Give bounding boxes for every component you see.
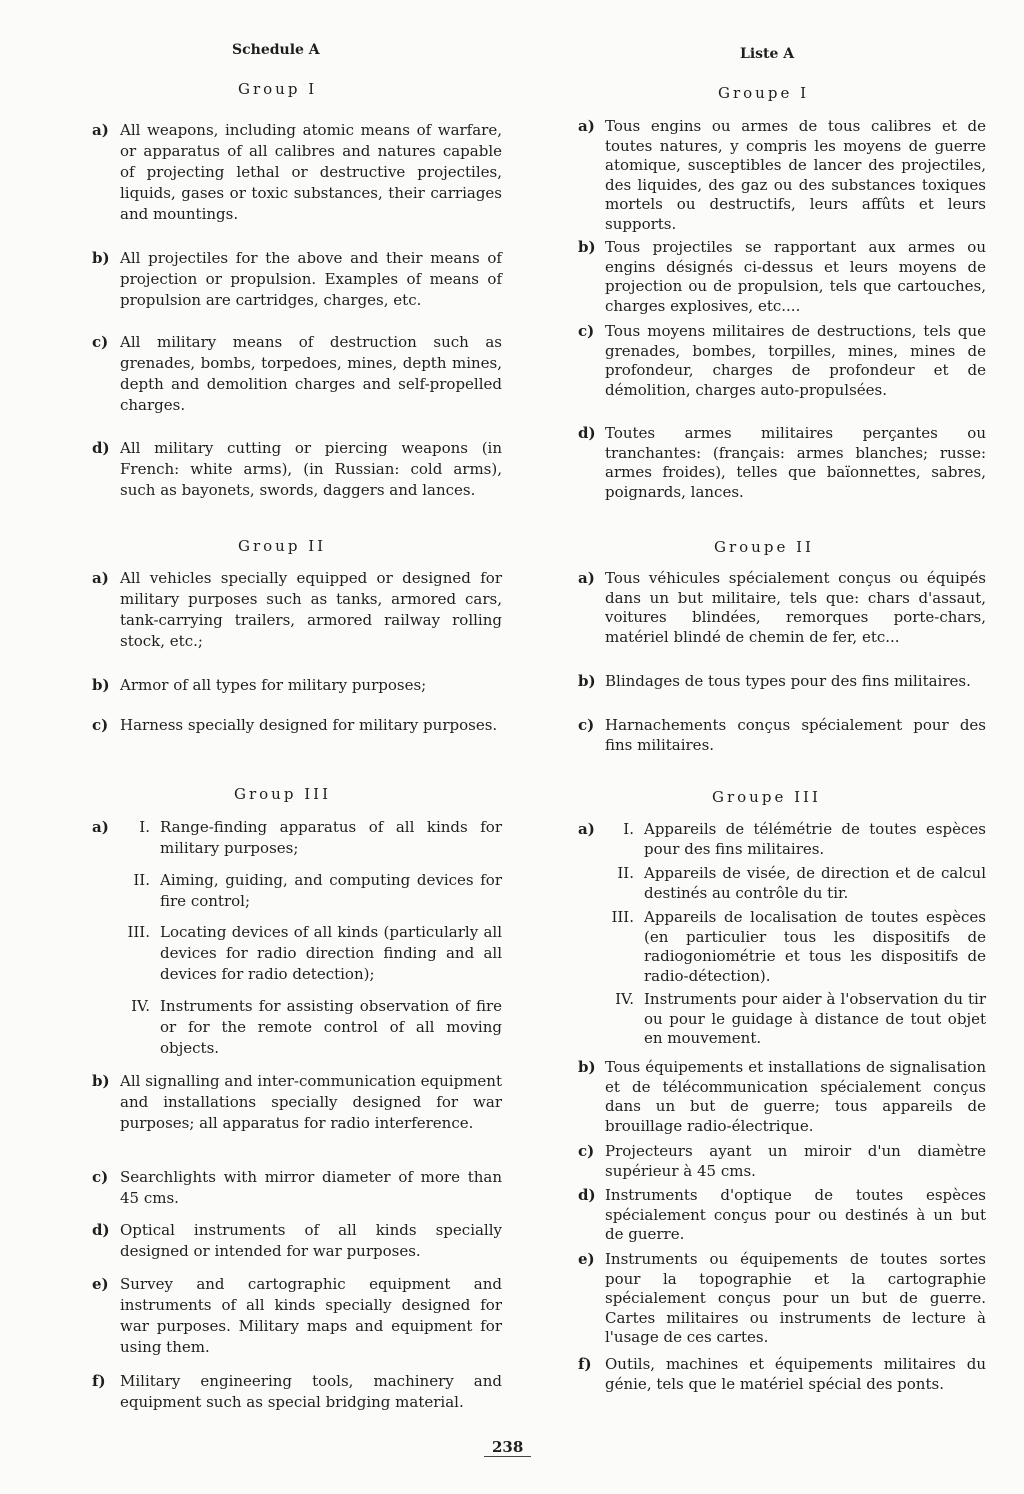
sub-item-number: II. xyxy=(617,864,634,882)
sub-item-text: Appareils de localisation de toutes espèces (en particulier tous les dispositifs de radiogoniométrie et tous les dispositifs de radio-détection). xyxy=(644,908,986,985)
item-label: a) xyxy=(578,117,595,135)
item-text: Projecteurs ayant un miroir d'un diamètre supérieur à 45 cms. xyxy=(605,1142,986,1180)
item-label: b) xyxy=(92,1072,110,1090)
group-heading: Group I xyxy=(238,80,318,98)
item-label: c) xyxy=(92,716,109,734)
item-text: Instruments ou équipements de toutes sortes pour la topographie et la cartographie spécialement conçus pour un but de guerre. Cartes militaires ou instruments de lecture à l'usage de ces cartes. xyxy=(605,1250,986,1347)
sub-item-text: Range-finding apparatus of all kinds for military purposes; xyxy=(160,818,502,857)
sub-item xyxy=(120,817,502,859)
item-label: e) xyxy=(578,1250,595,1268)
item-text: Tous projectiles se rapportant aux armes ou engins désignés ci-dessus et leurs moyens de projection ou de propulsion, tels que cartouches, charges explosives, etc.... xyxy=(605,238,986,315)
item-label: b) xyxy=(578,1058,596,1076)
group-heading: Groupe III xyxy=(712,788,821,806)
item-text: Armor of all types for military purposes; xyxy=(120,676,427,694)
item-text: All weapons, including atomic means of warfare, or apparatus of all calibres and natures capable of projecting lethal or destructive projectiles, liquids, gases or toxic substances, their carriages and mountings. xyxy=(120,121,502,223)
list-item xyxy=(578,238,986,316)
sub-item xyxy=(604,820,986,859)
item-text: Tous moyens militaires de destructions, tels que grenades, bombes, torpilles, mines, mines de profondeur, charges de profondeur et de démolition, charges auto-propulsées. xyxy=(605,322,986,399)
item-text: All projectiles for the above and their means of projection or propulsion. Examples of means of propulsion are cartridges, charges, etc. xyxy=(120,249,502,309)
item-label: d) xyxy=(578,424,596,442)
item-text: Optical instruments of all kinds specially designed or intended for war purposes. xyxy=(120,1221,502,1260)
item-label: d) xyxy=(578,1186,596,1204)
list-item xyxy=(92,1274,502,1358)
item-label: b) xyxy=(92,676,110,694)
item-text: Tous véhicules spécialement conçus ou équipés dans un but militaire, tels que: chars d'assaut, voitures blindées, remorques porte-chars, matériel blindé de chemin de fer, etc... xyxy=(605,569,986,646)
item-text: Tous équipements et installations de signalisation et de télécommunication spécialement conçus dans un but de guerre; tous appareils de brouillage radio-électrique. xyxy=(605,1058,986,1135)
item-label: a) xyxy=(92,569,109,587)
list-item xyxy=(578,569,986,647)
list-item xyxy=(578,672,986,692)
sub-item-text: Locating devices of all kinds (particularly all devices for radio direction finding and all devices for radio detection); xyxy=(160,923,502,983)
schedule-heading: Liste A xyxy=(740,46,795,62)
item-label: f) xyxy=(92,1372,106,1390)
item-text: All vehicles specially equipped or designed for military purposes such as tanks, armored cars, tank-carrying trailers, armored railway rolling stock, etc.; xyxy=(120,569,502,650)
sub-item-number: IV. xyxy=(615,990,634,1008)
item-text: All military means of destruction such as grenades, bombs, torpedoes, mines, depth mines, depth and demolition charges and self-propelled charges. xyxy=(120,333,502,414)
group-heading: Group II xyxy=(238,537,327,555)
list-item xyxy=(92,332,502,416)
item-label: c) xyxy=(92,333,109,351)
list-item xyxy=(578,117,986,235)
sub-item-number: I. xyxy=(623,820,634,838)
sub-item-text: Aiming, guiding, and computing devices for fire control; xyxy=(160,871,502,910)
item-label: a) xyxy=(92,121,109,139)
item-label: c) xyxy=(92,1168,109,1186)
list-item xyxy=(92,438,502,501)
sub-item xyxy=(120,870,502,912)
sub-item xyxy=(604,864,986,903)
sub-item xyxy=(120,922,502,985)
sub-item-number: I. xyxy=(139,818,150,836)
item-label: d) xyxy=(92,439,110,457)
item-text: Outils, machines et équipements militaires du génie, tels que le matériel spécial des ponts. xyxy=(605,1355,986,1393)
item-text: Instruments d'optique de toutes espèces spécialement conçus pour ou destinés à un but de guerre. xyxy=(605,1186,986,1244)
item-label: c) xyxy=(578,1142,595,1160)
list-item xyxy=(92,715,502,736)
sub-item-text: Instruments for assisting observation of fire or for the remote control of all moving objects. xyxy=(160,997,502,1057)
item-text: Harness specially designed for military purposes. xyxy=(120,716,498,734)
list-item xyxy=(92,675,502,696)
list-item xyxy=(578,1250,986,1348)
sub-item-number: IV. xyxy=(131,997,150,1015)
list-item xyxy=(578,1058,986,1136)
list-item xyxy=(578,322,986,400)
item-text: All signalling and inter-communication equipment and installations specially designed for war purposes; all apparatus for radio interference. xyxy=(120,1072,502,1132)
item-text: Harnachements conçus spécialement pour des fins militaires. xyxy=(605,716,986,754)
page-number: 238 xyxy=(484,1438,531,1457)
item-text: Searchlights with mirror diameter of more than 45 cms. xyxy=(120,1168,502,1207)
list-item xyxy=(578,716,986,755)
sub-item xyxy=(120,996,502,1059)
list-item xyxy=(578,424,986,502)
item-label: b) xyxy=(92,249,110,267)
item-text: Survey and cartographic equipment and instruments of all kinds specially designed for war purposes. Military maps and equipment for using them. xyxy=(120,1275,502,1356)
list-item xyxy=(92,120,502,225)
list-item xyxy=(92,1220,502,1262)
list-item xyxy=(578,1355,986,1394)
item-label: e) xyxy=(92,1275,109,1293)
sub-item-number: II. xyxy=(133,871,150,889)
sub-item-text: Instruments pour aider à l'observation du tir ou pour le guidage à distance de tout objet en mouvement. xyxy=(644,990,986,1048)
item-text: All military cutting or piercing weapons (in French: white arms), (in Russian: cold arms), such as bayonets, swords, daggers and lances. xyxy=(120,439,502,499)
item-label: d) xyxy=(92,1221,110,1239)
list-item xyxy=(578,1186,986,1245)
item-label: a) xyxy=(92,818,109,836)
group-heading: Groupe II xyxy=(714,538,814,556)
item-text: Toutes armes militaires perçantes ou tranchantes: (français: armes blanches; russe: armes froides), telles que baïonnettes, sabres, poignards, lances. xyxy=(605,424,986,501)
item-label: a) xyxy=(578,820,595,838)
list-item xyxy=(578,1142,986,1181)
item-label: c) xyxy=(578,716,595,734)
sub-item-number: III. xyxy=(127,923,150,941)
list-item xyxy=(92,248,502,311)
list-item xyxy=(92,1167,502,1209)
list-item xyxy=(92,1071,502,1134)
item-text: Blindages de tous types pour des fins militaires. xyxy=(605,672,971,690)
item-label: b) xyxy=(578,672,596,690)
sub-item xyxy=(604,908,986,986)
group-heading: Groupe I xyxy=(718,84,810,102)
item-label: b) xyxy=(578,238,596,256)
item-label: a) xyxy=(578,569,595,587)
list-item xyxy=(92,1371,502,1413)
sub-item-text: Appareils de visée, de direction et de calcul destinés au contrôle du tir. xyxy=(644,864,986,902)
item-text: Tous engins ou armes de tous calibres et de toutes natures, y compris les moyens de guerre atomique, susceptibles de lancer des projectiles, des liquides, des gaz ou des substances toxiques mortels ou destructifs, leurs affûts et leurs supports. xyxy=(605,117,986,233)
schedule-heading: Schedule A xyxy=(232,42,320,58)
item-label: f) xyxy=(578,1355,592,1373)
list-item xyxy=(92,568,502,652)
sub-item-text: Appareils de télémétrie de toutes espèces pour des fins militaires. xyxy=(644,820,986,858)
sub-item xyxy=(604,990,986,1049)
sub-item-number: III. xyxy=(611,908,634,926)
item-text: Military engineering tools, machinery and equipment such as special bridging material. xyxy=(120,1372,502,1411)
group-heading: Group III xyxy=(234,785,331,803)
item-label: c) xyxy=(578,322,595,340)
